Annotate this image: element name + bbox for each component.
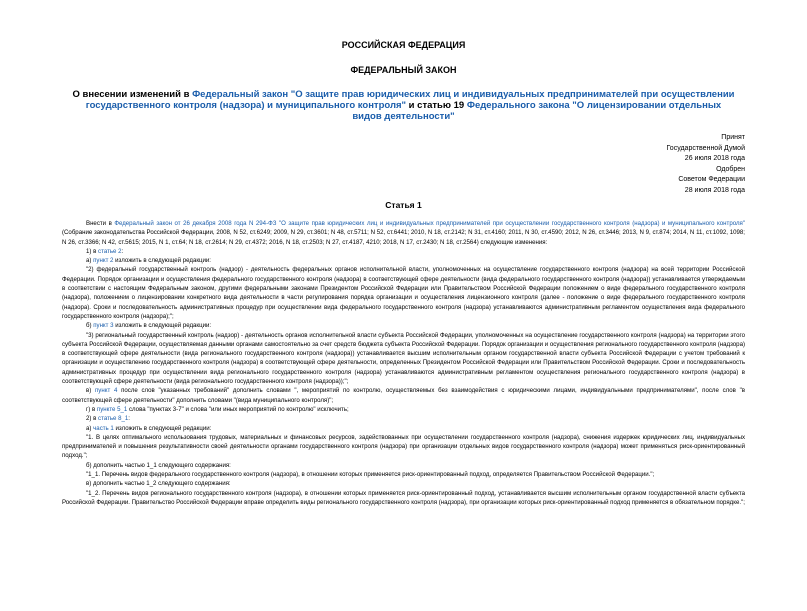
paragraph-text: : [128,415,130,423]
paragraph-text: а) [86,424,94,432]
paragraph: б) дополнить частью 1_1 следующего содержания: [86,461,231,469]
article-body [62,219,745,507]
paragraph: "3) региональный государственный контроль (надзор) - деятельность органов исполнительной власти субъекта Российской Федерации, уполномоченных на осуществление государственного контроля (надзора) на территории этого субъекта Российской Федерации, осуществляемая данными органами самостоятельно за счет средств бюджета субъекта Российской Федерации. Порядок организации и осуществления регионального государственного контроля (надзора) в соответствующей сфере деятельности (вида регионального государственного контроля (надзора)) устанавливается высшим исполнительным органом государственной власти субъекта Российской Федерации с учетом требований к организации и осуществлению государственного контроля (надзора) в соответствующей сфере деятельности, определенных Президентом Российской Федерации или Правительством Российской Федерации. Сроки и последовательность административных процедур при осуществлении вида регионального государственного контроля (надзора) устанавливаются административным регламентом осуществления регионального государственного контроля (надзора) в соответствующей сфере деятельности (вида регионального государственного контроля (надзора));"; [62,331,745,386]
title-prefix: О внесении изменений в [72,89,193,100]
adoption-date: 26 июля 2018 года [684,155,745,162]
paragraph-text: (Собрание законодательства Российской Федерации, 2008, N 52, ст.6249; 2009, N 29, ст.3601; N 48, ст.5711; N 52, ст.6441; 2010, N 18, ст.2142; N 31, ст.4160; 2011, N 30, ст.4590; 2012, N 26, ст.3446; 2013, N 9, ст.874; 2014, N 11, ст.1092, 1098; N 26, ст.3366; N 42, ст.5615; 2015, N 1, ст.64; N 18, ст.2614; N 29, ст.4372; 2016, N 18, ст.2503; N 27, ст.4187, 4210; 2018, N 17, ст.2430; N 18, ст.2564) следующие изменения: [62,229,745,246]
article-title: Статья 1 [385,200,422,210]
paragraph: "1_2. Перечень видов регионального государственного контроля (надзора), в отношении которых применяется риск-ориентированный подход, устанавливается высшим исполнительным органом государственной власти субъекта Российской Федерации. Правительство Российской Федерации вправе определить виды регионального государственного контроля (надзора), при организации которых риск-ориентированный подход применяется в обязательном порядке."; [62,489,745,506]
paragraph: "1_1. Перечень видов федерального государственного контроля (надзора), в отношении которых применяется риск-ориентированный подход, определяется Правительством Российской Федерации."; [86,471,655,479]
paragraph-text: в) [86,387,95,395]
paragraph: "1. В целях оптимального использования трудовых, материальных и финансовых ресурсов, задействованных при осуществлении государственного контроля (надзора), снижения издержек юридических лиц, индивидуальных предпринимателей и повышения результативности своей деятельности органами государственного контроля (надзора) при организации отдельных видов государственного контроля (надзора) может применяться риск-ориентированный подход."; [62,433,745,460]
document-page [0,40,807,611]
law-294-fz-link[interactable]: Федеральный закон от 26 декабря 2008 года N 294-ФЗ "О защите прав юридических лиц и индивидуальных предпринимателей при осуществлении государственного контроля (надзора) и муниципального контроля" [114,220,745,227]
adoption-line: Принят [721,134,745,141]
paragraph-text: изложить в следующей редакции: [113,424,212,432]
approval-date: 28 июля 2018 года [684,186,745,194]
item-3-link[interactable]: пункт 3 [93,322,114,330]
adoption-block [62,133,745,196]
paragraph [62,424,745,433]
adoption-line: Государственной Думой [666,144,745,152]
paragraph-text: : [121,247,124,255]
paragraph-text: а) [86,257,94,265]
paragraph [62,247,745,256]
document-title [62,89,745,122]
paragraph-text: б) [86,322,94,330]
paragraph-text: слова "пунктах 3-7" и слова "или иных мероприятий по контролю" исключить; [127,405,349,413]
title-mid: и статью 19 [406,100,467,111]
paragraph-text: изложить в следующей редакции: [113,322,212,330]
paragraph [62,405,745,414]
paragraph [62,321,745,330]
paragraph-text: Внести в [86,220,115,227]
country-heading: РОССИЙСКАЯ ФЕДЕРАЦИЯ [341,40,466,50]
licensing-law-link[interactable]: Федерального закона "О лицензировании отдельных видов деятельности" [352,100,722,122]
article-2-link[interactable]: статье 2 [98,247,122,255]
approval-line: Одобрен [716,165,745,173]
paragraph [62,386,745,405]
approval-line: Советом Федерации [678,176,745,183]
item-4-link[interactable]: пункт 4 [95,387,118,395]
paragraph [62,414,745,423]
paragraph: в) дополнить частью 1_2 следующего содержания: [86,480,231,488]
paragraph-text: г) в [86,405,97,413]
paragraph-text: изложить в следующей редакции: [113,257,211,265]
law-294-link[interactable]: Федеральный закон "О защите прав юридических лиц и индивидуальных предпринимателей при осуществлении государственного контроля (надзора) и муниципального контроля" [85,89,735,111]
paragraph [62,256,745,265]
paragraph-text: после слов "указанных требований" дополнить словами ", мероприятий по контролю, осуществляемых без взаимодействия с юридическими лицами, индивидуальными предпринимателями", после слов "в соответствующей сфере деятельности" дополнить словами "(вида муниципального контроля)"; [62,387,745,404]
paragraph: "2) федеральный государственный контроль (надзор) - деятельность федеральных органов исполнительной власти, уполномоченных на осуществление государственного контроля (надзора) на всей территории Российской Федерации. Порядок организации и осуществления федерального государственного контроля (надзора) в соответствующей сфере деятельности (вида федерального государственного контроля (надзора)) устанавливается утверждаемым в соответствии с настоящим Федеральным законом, другими федеральными законами Президентом Российской Федерации или Правительством Российской Федерации положением о виде федерального государственного контроля (надзора), положением о лицензировании конкретного вида деятельности в части регулирования порядка организации и осуществления лицензионного контроля (далее - положение о виде федерального государственного контроля (надзора). Сроки и последовательность административных процедур при осуществлении вида федерального государственного контроля (надзора) устанавливаются административным регламентом осуществления вида федерального государственного контроля (надзора);"; [62,266,745,320]
paragraph-text: 1) в [86,247,99,255]
doc-type-heading: ФЕДЕРАЛЬНЫЙ ЗАКОН [350,65,457,75]
article-8-1-link[interactable]: статье 8_1 [98,415,129,423]
paragraph-text: 2) в [86,415,99,423]
item-2-link[interactable]: пункт 2 [93,257,114,265]
paragraph [62,219,745,247]
item-5-1-link[interactable]: пункте 5_1 [96,405,128,413]
part-1-link[interactable]: часть 1 [93,424,114,432]
